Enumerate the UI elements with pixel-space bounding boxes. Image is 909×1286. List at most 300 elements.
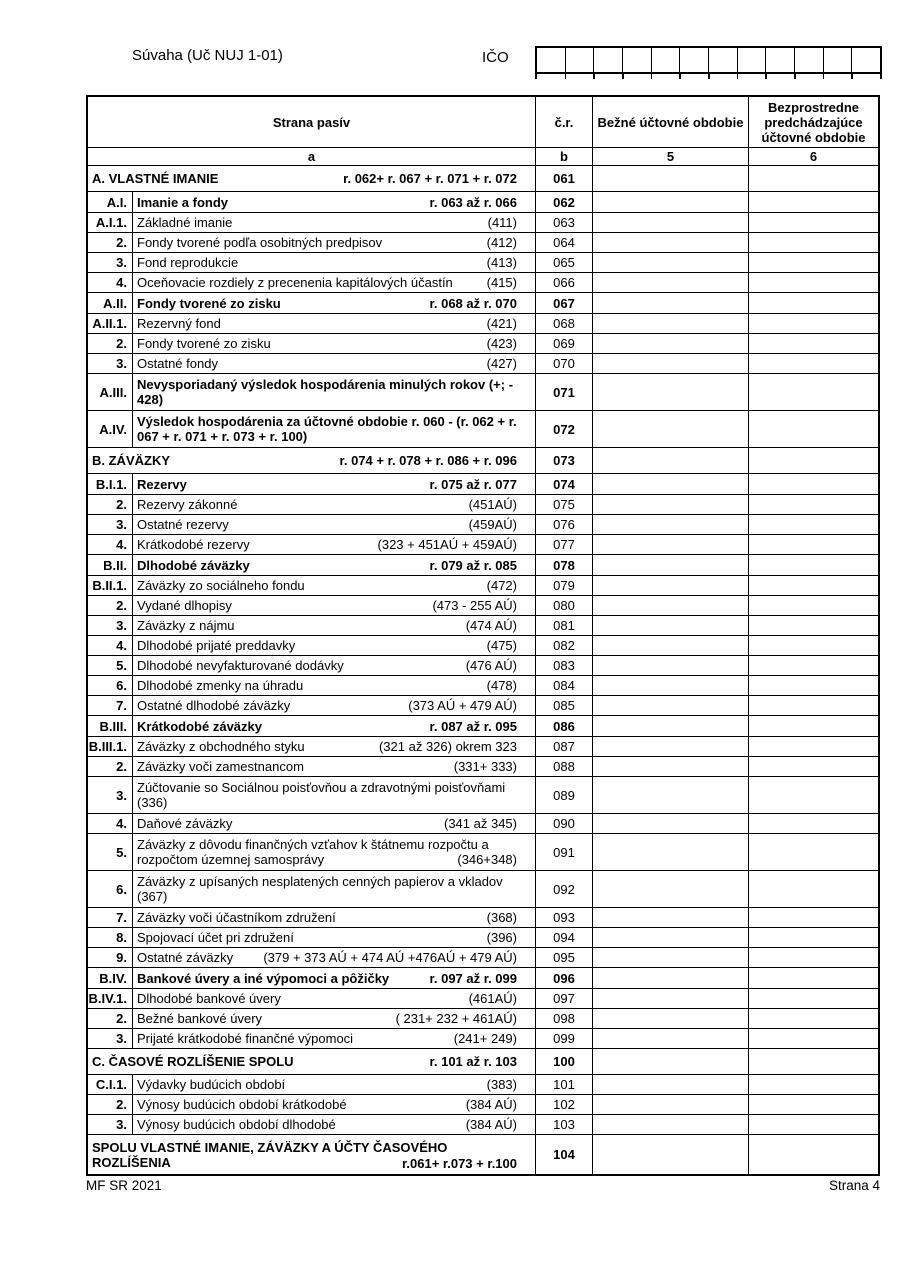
row-label-cell xyxy=(132,213,535,232)
value-cell-current[interactable] xyxy=(592,411,748,447)
row-label-cell xyxy=(132,354,535,373)
value-cell-previous[interactable] xyxy=(748,555,878,575)
row-formula: (478) xyxy=(486,678,517,693)
row-formula: (459AÚ) xyxy=(468,517,517,532)
table-row xyxy=(88,1008,878,1028)
table-row xyxy=(88,272,878,292)
row-code: 2. xyxy=(116,235,127,250)
value-cell-previous[interactable] xyxy=(748,908,878,927)
ico-label: IČO xyxy=(482,49,509,66)
table-row xyxy=(88,907,878,927)
value-cell-previous[interactable] xyxy=(748,1095,878,1114)
subheader-b: b xyxy=(535,148,592,165)
value-cell-current[interactable] xyxy=(592,696,748,715)
value-cell-previous[interactable] xyxy=(748,495,878,514)
table-row xyxy=(88,514,878,534)
row-number: 086 xyxy=(535,716,592,736)
row-label: Krátkodobé záväzky xyxy=(137,718,262,734)
row-label: Dlhodobé záväzky xyxy=(137,557,250,573)
value-cell-previous[interactable] xyxy=(748,871,878,907)
row-number: 099 xyxy=(535,1029,592,1048)
header-cr: č.r. xyxy=(535,97,592,147)
row-number: 101 xyxy=(535,1075,592,1094)
row-number: 075 xyxy=(535,495,592,514)
row-label: Záväzky zo sociálneho fondu xyxy=(137,578,305,593)
row-number: 087 xyxy=(535,737,592,756)
row-code: 3. xyxy=(116,1117,127,1132)
value-cell-previous[interactable] xyxy=(748,737,878,756)
value-cell-current[interactable] xyxy=(592,576,748,595)
row-label-cell xyxy=(132,535,535,554)
row-formula: r. 068 až r. 070 xyxy=(429,295,517,311)
row-formula: (451AÚ) xyxy=(468,497,517,512)
row-label: Fondy tvorené podľa osobitných predpisov xyxy=(137,235,383,250)
table-header-row xyxy=(88,97,878,147)
value-cell-previous[interactable] xyxy=(748,1029,878,1048)
value-cell-current[interactable] xyxy=(592,908,748,927)
row-formula: (461AÚ) xyxy=(468,991,517,1006)
row-label-cell xyxy=(132,656,535,675)
value-cell-current[interactable] xyxy=(592,737,748,756)
row-code: B.II. xyxy=(103,557,127,573)
row-label: Dlhodobé prijaté preddavky xyxy=(137,638,296,653)
row-label-cell xyxy=(132,968,535,988)
value-cell-previous[interactable] xyxy=(748,213,878,232)
table-row xyxy=(88,554,878,575)
value-cell-current[interactable] xyxy=(592,535,748,554)
value-cell-previous[interactable] xyxy=(748,696,878,715)
value-cell-previous[interactable] xyxy=(748,636,878,655)
row-formula: (321 až 326) okrem 323 xyxy=(378,739,517,754)
value-cell-current[interactable] xyxy=(592,166,748,191)
row-label: Záväzky z obchodného styku xyxy=(137,739,305,754)
row-formula: (412) xyxy=(486,235,517,250)
value-cell-current[interactable] xyxy=(592,233,748,252)
value-cell-current[interactable] xyxy=(592,616,748,635)
value-cell-current[interactable] xyxy=(592,814,748,833)
value-cell-previous[interactable] xyxy=(748,1009,878,1028)
row-number: 080 xyxy=(535,596,592,615)
value-cell-current[interactable] xyxy=(592,495,748,514)
table-row xyxy=(88,833,878,870)
value-cell-current[interactable] xyxy=(592,474,748,494)
table-row xyxy=(88,947,878,967)
table-row xyxy=(88,252,878,272)
row-code: 3. xyxy=(116,618,127,633)
table-row xyxy=(88,373,878,410)
row-formula: (473 - 255 AÚ) xyxy=(432,598,517,613)
row-label: Oceňovacie rozdiely z precenenia kapitálových účastín xyxy=(137,275,453,290)
row-formula: (421) xyxy=(486,316,517,331)
value-cell-current[interactable] xyxy=(592,555,748,575)
table-row xyxy=(88,534,878,554)
row-number: 078 xyxy=(535,555,592,575)
row-label: Dlhodobé nevyfakturované dodávky xyxy=(137,658,344,673)
ico-cell[interactable] xyxy=(679,48,708,72)
row-code: 2. xyxy=(116,1011,127,1026)
row-number: 100 xyxy=(535,1049,592,1074)
row-label-cell xyxy=(132,253,535,272)
row-formula: (423) xyxy=(486,336,517,351)
row-number: 071 xyxy=(535,374,592,410)
value-cell-current[interactable] xyxy=(592,1135,748,1174)
value-cell-current[interactable] xyxy=(592,293,748,313)
value-cell-current[interactable] xyxy=(592,948,748,967)
row-code: 8. xyxy=(116,930,127,945)
row-label-cell xyxy=(132,1009,535,1028)
row-code: 3. xyxy=(116,255,127,270)
row-formula: (341 až 345) xyxy=(444,816,517,831)
row-number: 072 xyxy=(535,411,592,447)
value-cell-previous[interactable] xyxy=(748,777,878,813)
row-label-cell xyxy=(132,334,535,353)
row-formula: (384 AÚ) xyxy=(465,1097,517,1112)
value-cell-current[interactable] xyxy=(592,989,748,1008)
table-row xyxy=(88,695,878,715)
row-label-cell xyxy=(132,233,535,252)
ico-cell[interactable] xyxy=(823,48,852,72)
row-label-cell xyxy=(88,1049,535,1074)
table-row xyxy=(88,1094,878,1114)
row-label-cell xyxy=(132,596,535,615)
row-formula: (427) xyxy=(486,356,517,371)
table-body xyxy=(88,165,878,1174)
row-number: 081 xyxy=(535,616,592,635)
value-cell-current[interactable] xyxy=(592,213,748,232)
row-number: 064 xyxy=(535,233,592,252)
row-number: 096 xyxy=(535,968,592,988)
footer-form-version: MF SR 2021 xyxy=(86,1178,162,1193)
ico-cell[interactable] xyxy=(537,48,565,72)
ico-cell[interactable] xyxy=(794,48,823,72)
value-cell-previous[interactable] xyxy=(748,616,878,635)
value-cell-previous[interactable] xyxy=(748,253,878,272)
row-formula: r. 075 až r. 077 xyxy=(429,476,517,492)
value-cell-current[interactable] xyxy=(592,273,748,292)
ico-cell[interactable] xyxy=(765,48,794,72)
row-code: 5. xyxy=(116,658,127,673)
value-cell-current[interactable] xyxy=(592,871,748,907)
row-label-cell xyxy=(132,495,535,514)
row-label: Ostatné rezervy xyxy=(137,517,229,532)
row-label-cell xyxy=(88,448,535,473)
header-strana-pasiv: Strana pasív xyxy=(272,114,351,130)
value-cell-previous[interactable] xyxy=(748,676,878,695)
value-cell-previous[interactable] xyxy=(748,1075,878,1094)
row-label-cell xyxy=(132,716,535,736)
value-cell-previous[interactable] xyxy=(748,166,878,191)
table-row xyxy=(88,410,878,447)
row-number: 067 xyxy=(535,293,592,313)
row-code: C.I.1. xyxy=(95,1077,127,1092)
row-code: 3. xyxy=(116,1031,127,1046)
row-formula: (379 + 373 AÚ + 474 AÚ +476AÚ + 479 AÚ) xyxy=(263,950,517,965)
row-number: 090 xyxy=(535,814,592,833)
row-number: 069 xyxy=(535,334,592,353)
row-number: 079 xyxy=(535,576,592,595)
row-label-cell xyxy=(132,948,535,967)
row-label-cell xyxy=(132,273,535,292)
row-label-cell xyxy=(132,515,535,534)
table-row xyxy=(88,353,878,373)
row-label: Fond reprodukcie xyxy=(137,255,239,270)
value-cell-previous[interactable] xyxy=(748,314,878,333)
value-cell-current[interactable] xyxy=(592,515,748,534)
row-number: 094 xyxy=(535,928,592,947)
table-row xyxy=(88,615,878,635)
row-code: A.IV. xyxy=(99,421,127,437)
value-cell-previous[interactable] xyxy=(748,293,878,313)
row-label-cell xyxy=(132,928,535,947)
row-number: 077 xyxy=(535,535,592,554)
ico-cell[interactable] xyxy=(708,48,737,72)
row-formula: (331+ 333) xyxy=(453,759,517,774)
value-cell-current[interactable] xyxy=(592,834,748,870)
value-cell-current[interactable] xyxy=(592,253,748,272)
row-label-cell xyxy=(132,576,535,595)
row-label: Záväzky voči účastníkom združení xyxy=(137,910,336,925)
row-number: 061 xyxy=(535,166,592,191)
row-code: 2. xyxy=(116,336,127,351)
row-formula: (472) xyxy=(486,578,517,593)
row-label-cell xyxy=(132,411,535,447)
table-row xyxy=(88,191,878,212)
row-number: 092 xyxy=(535,871,592,907)
row-code: B.III.1. xyxy=(88,739,127,754)
row-code: 4. xyxy=(116,816,127,831)
value-cell-current[interactable] xyxy=(592,448,748,473)
row-label: Prijaté krátkodobé finančné výpomoci xyxy=(137,1031,354,1046)
value-cell-previous[interactable] xyxy=(748,535,878,554)
row-number: 065 xyxy=(535,253,592,272)
value-cell-previous[interactable] xyxy=(748,273,878,292)
row-code: 4. xyxy=(116,537,127,552)
row-label: Záväzky voči zamestnancom xyxy=(137,759,304,774)
row-number: 103 xyxy=(535,1115,592,1134)
row-number: 082 xyxy=(535,636,592,655)
value-cell-current[interactable] xyxy=(592,596,748,615)
value-cell-previous[interactable] xyxy=(748,1049,878,1074)
ico-cell[interactable] xyxy=(851,48,880,72)
row-formula: r. 101 až r. 103 xyxy=(429,1054,517,1069)
row-formula: (476 AÚ) xyxy=(465,658,517,673)
ico-cell[interactable] xyxy=(593,48,622,72)
row-code: A.I. xyxy=(106,194,127,210)
value-cell-current[interactable] xyxy=(592,1049,748,1074)
ico-cell[interactable] xyxy=(651,48,680,72)
value-cell-current[interactable] xyxy=(592,1075,748,1094)
value-cell-previous[interactable] xyxy=(748,474,878,494)
row-label-cell xyxy=(132,1075,535,1094)
row-formula: (384 AÚ) xyxy=(465,1117,517,1132)
value-cell-previous[interactable] xyxy=(748,515,878,534)
ico-cell[interactable] xyxy=(565,48,594,72)
row-label: Výdavky budúcich období xyxy=(137,1077,286,1092)
value-cell-current[interactable] xyxy=(592,354,748,373)
row-code: 6. xyxy=(116,678,127,693)
row-code: 3. xyxy=(116,787,127,803)
row-code: 2. xyxy=(116,497,127,512)
table-row xyxy=(88,675,878,695)
row-formula: (323 + 451AÚ + 459AÚ) xyxy=(377,537,517,552)
balance-sheet-table xyxy=(86,95,880,1176)
table-row xyxy=(88,813,878,833)
row-label: SPOLU VLASTNÉ IMANIE, ZÁVÄZKY A ÚČTY ČASOVÉHO ROZLÍŠENIA xyxy=(92,1139,448,1170)
row-formula: (475) xyxy=(486,638,517,653)
table-row xyxy=(88,292,878,313)
row-number: 093 xyxy=(535,908,592,927)
row-code: 3. xyxy=(116,356,127,371)
value-cell-previous[interactable] xyxy=(748,354,878,373)
table-row xyxy=(88,927,878,947)
row-formula: (346+348) xyxy=(457,852,517,867)
value-cell-previous[interactable] xyxy=(748,334,878,353)
table-row xyxy=(88,870,878,907)
value-cell-previous[interactable] xyxy=(748,834,878,870)
value-cell-previous[interactable] xyxy=(748,928,878,947)
value-cell-current[interactable] xyxy=(592,757,748,776)
row-code: 9. xyxy=(116,950,127,965)
value-cell-previous[interactable] xyxy=(748,1135,878,1174)
value-cell-previous[interactable] xyxy=(748,989,878,1008)
value-cell-current[interactable] xyxy=(592,968,748,988)
row-formula: r. 063 až r. 066 xyxy=(429,194,517,210)
row-code: 7. xyxy=(116,698,127,713)
row-code: B.II.1. xyxy=(92,578,127,593)
header-current-period: Bežné účtovné obdobie xyxy=(592,97,748,147)
value-cell-previous[interactable] xyxy=(748,1115,878,1134)
value-cell-current[interactable] xyxy=(592,314,748,333)
row-label-cell xyxy=(132,757,535,776)
value-cell-current[interactable] xyxy=(592,1029,748,1048)
row-formula: (368) xyxy=(486,910,517,925)
row-label-cell xyxy=(88,1135,535,1174)
value-cell-current[interactable] xyxy=(592,1115,748,1134)
row-formula: (474 AÚ) xyxy=(465,618,517,633)
value-cell-previous[interactable] xyxy=(748,596,878,615)
table-subheader-row xyxy=(88,147,878,165)
row-number: 066 xyxy=(535,273,592,292)
row-label: Záväzky z nájmu xyxy=(137,618,235,633)
row-number: 088 xyxy=(535,757,592,776)
value-cell-previous[interactable] xyxy=(748,576,878,595)
table-row xyxy=(88,165,878,191)
row-formula: r. 074 + r. 078 + r. 086 + r. 096 xyxy=(339,453,517,468)
table-row xyxy=(88,988,878,1008)
value-cell-current[interactable] xyxy=(592,777,748,813)
value-cell-previous[interactable] xyxy=(748,411,878,447)
value-cell-current[interactable] xyxy=(592,656,748,675)
row-label: Ostatné dlhodobé záväzky xyxy=(137,698,291,713)
row-formula: (396) xyxy=(486,930,517,945)
value-cell-previous[interactable] xyxy=(748,968,878,988)
subheader-6: 6 xyxy=(748,148,878,165)
row-number: 074 xyxy=(535,474,592,494)
row-code: 4. xyxy=(116,275,127,290)
table-row xyxy=(88,595,878,615)
ico-cell[interactable] xyxy=(622,48,651,72)
row-number: 070 xyxy=(535,354,592,373)
form-title: Súvaha (Uč NUJ 1-01) xyxy=(132,47,283,64)
row-label: Daňové záväzky xyxy=(137,816,233,831)
value-cell-previous[interactable] xyxy=(748,374,878,410)
row-number: 098 xyxy=(535,1009,592,1028)
value-cell-current[interactable] xyxy=(592,374,748,410)
value-cell-previous[interactable] xyxy=(748,757,878,776)
row-number: 063 xyxy=(535,213,592,232)
table-row xyxy=(88,635,878,655)
row-label-cell xyxy=(88,166,535,191)
value-cell-previous[interactable] xyxy=(748,233,878,252)
row-formula: (415) xyxy=(486,275,517,290)
row-code: 4. xyxy=(116,638,127,653)
row-number: 068 xyxy=(535,314,592,333)
table-row xyxy=(88,1048,878,1074)
value-cell-current[interactable] xyxy=(592,716,748,736)
row-label: Vydané dlhopisy xyxy=(137,598,232,613)
row-label-cell xyxy=(132,636,535,655)
value-cell-current[interactable] xyxy=(592,636,748,655)
row-label-cell xyxy=(132,555,535,575)
value-cell-current[interactable] xyxy=(592,1095,748,1114)
row-code: 2. xyxy=(116,1097,127,1112)
row-formula: r. 097 až r. 099 xyxy=(429,970,517,986)
row-code: 2. xyxy=(116,598,127,613)
row-label-cell xyxy=(132,871,535,907)
row-label-cell xyxy=(132,676,535,695)
row-number: 102 xyxy=(535,1095,592,1114)
ico-cell[interactable] xyxy=(737,48,766,72)
table-row xyxy=(88,212,878,232)
value-cell-previous[interactable] xyxy=(748,656,878,675)
row-label: Spojovací účet pri združení xyxy=(137,930,294,945)
row-formula: (413) xyxy=(486,255,517,270)
table-row xyxy=(88,447,878,473)
row-label: C. ČASOVÉ ROZLÍŠENIE SPOLU xyxy=(92,1054,294,1069)
row-formula: r. 079 až r. 085 xyxy=(429,557,517,573)
row-code: A.III. xyxy=(99,384,127,400)
value-cell-current[interactable] xyxy=(592,928,748,947)
value-cell-previous[interactable] xyxy=(748,716,878,736)
value-cell-current[interactable] xyxy=(592,192,748,212)
row-code: A.II.1. xyxy=(92,316,127,331)
row-formula: (373 AÚ + 479 AÚ) xyxy=(408,698,517,713)
row-label-cell xyxy=(132,814,535,833)
subheader-5: 5 xyxy=(592,148,748,165)
row-label-cell xyxy=(132,616,535,635)
value-cell-current[interactable] xyxy=(592,1009,748,1028)
value-cell-previous[interactable] xyxy=(748,948,878,967)
row-label-cell xyxy=(132,192,535,212)
table-row xyxy=(88,333,878,353)
row-formula: r. 062+ r. 067 + r. 071 + r. 072 xyxy=(343,171,517,186)
row-number: 085 xyxy=(535,696,592,715)
value-cell-previous[interactable] xyxy=(748,814,878,833)
table-row xyxy=(88,1028,878,1048)
row-label: Rezervy zákonné xyxy=(137,497,238,512)
row-label-cell xyxy=(132,474,535,494)
row-formula: (411) xyxy=(487,215,517,230)
value-cell-previous[interactable] xyxy=(748,448,878,473)
row-label-cell xyxy=(132,908,535,927)
table-row xyxy=(88,967,878,988)
table-row xyxy=(88,494,878,514)
value-cell-previous[interactable] xyxy=(748,192,878,212)
row-label: B. ZÁVÄZKY xyxy=(92,453,170,468)
value-cell-current[interactable] xyxy=(592,676,748,695)
row-label: Výnosy budúcich období krátkodobé xyxy=(137,1097,347,1112)
value-cell-current[interactable] xyxy=(592,334,748,353)
